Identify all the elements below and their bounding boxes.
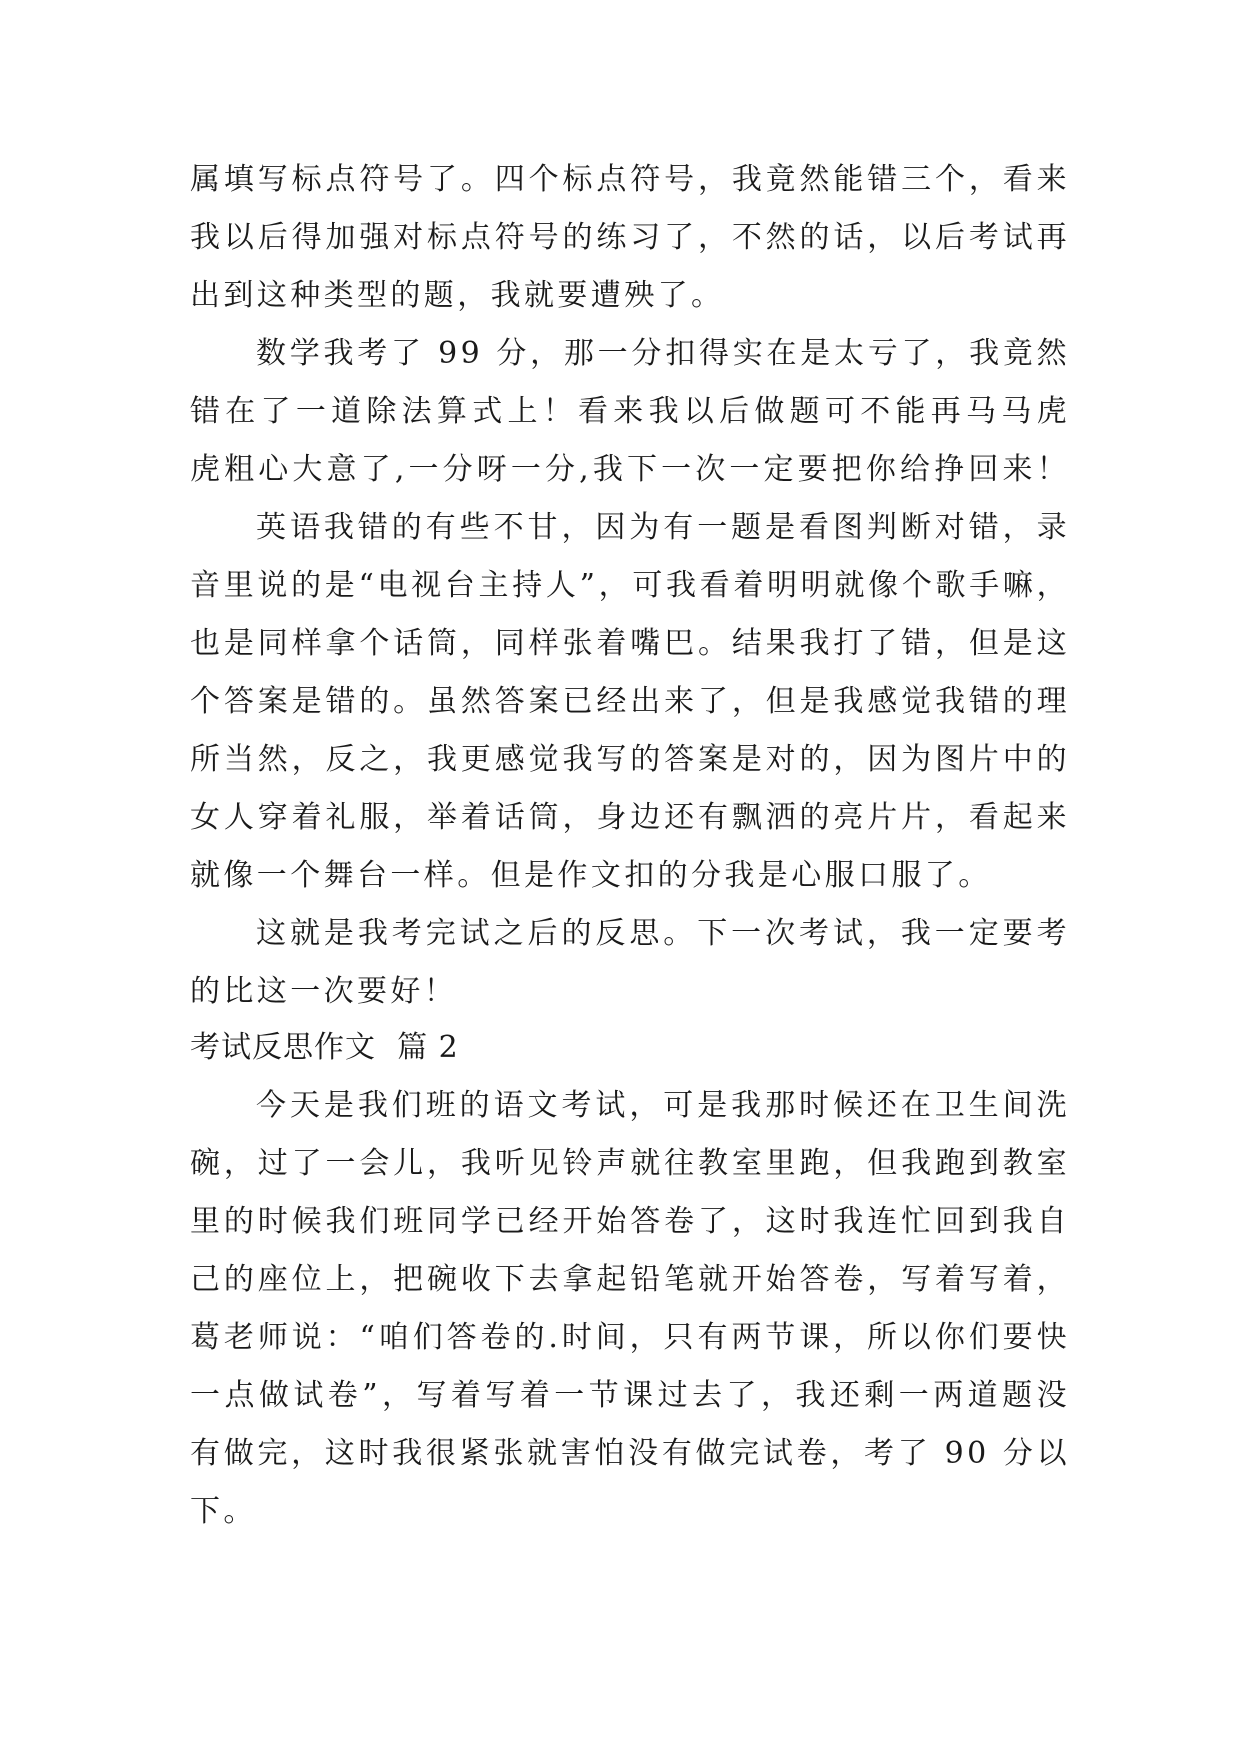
text-line: 虎粗心大意了,一分呀一分,我下一次一定要把你给挣回来！ xyxy=(190,452,1070,487)
text-line: 里的时候我们班同学已经开始答卷了，这时我连忙回到我自 xyxy=(190,1204,1070,1239)
text-line: 数学我考了 99 分，那一分扣得实在是太亏了，我竟然 xyxy=(256,336,1070,371)
text-line: 今天是我们班的语文考试，可是我那时候还在卫生间洗 xyxy=(256,1088,1070,1123)
text-line: 就像一个舞台一样。但是作文扣的分我是心服口服了。 xyxy=(190,858,992,893)
text-line: 也是同样拿个话筒，同样张着嘴巴。结果我打了错，但是这 xyxy=(190,626,1070,661)
section-heading: 考试反思作文 篇 2 xyxy=(190,1030,459,1065)
text-line: 我以后得加强对标点符号的练习了，不然的话，以后考试再 xyxy=(190,220,1070,255)
text-line: 错在了一道除法算式上！看来我以后做题可不能再马马虎 xyxy=(190,394,1070,429)
text-line: 音里说的是“电视台主持人”，可我看着明明就像个歌手嘛， xyxy=(190,568,1070,603)
text-line: 英语我错的有些不甘，因为有一题是看图判断对错，录 xyxy=(256,510,1070,545)
text-line: 个答案是错的。虽然答案已经出来了，但是我感觉我错的理 xyxy=(190,684,1070,719)
text-line: 葛老师说：“咱们答卷的.时间，只有两节课，所以你们要快 xyxy=(190,1320,1070,1355)
text-line: 碗，过了一会儿，我听见铃声就往教室里跑，但我跑到教室 xyxy=(190,1146,1070,1181)
text-line: 下。 xyxy=(190,1494,257,1529)
text-line: 属填写标点符号了。四个标点符号，我竟然能错三个，看来 xyxy=(190,162,1070,197)
text-line: 一点做试卷”，写着写着一节课过去了，我还剩一两道题没 xyxy=(190,1378,1070,1413)
text-line: 己的座位上，把碗收下去拿起铅笔就开始答卷，写着写着， xyxy=(190,1262,1070,1297)
text-line: 有做完，这时我很紧张就害怕没有做完试卷，考了 90 分以 xyxy=(190,1436,1070,1471)
text-line: 的比这一次要好！ xyxy=(190,974,458,1009)
text-line: 女人穿着礼服，举着话筒，身边还有飘洒的亮片片，看起来 xyxy=(190,800,1070,835)
text-line: 出到这种类型的题，我就要遭殃了。 xyxy=(190,278,725,313)
text-line: 所当然，反之，我更感觉我写的答案是对的，因为图片中的 xyxy=(190,742,1070,777)
text-line: 这就是我考完试之后的反思。下一次考试，我一定要考 xyxy=(256,916,1070,951)
